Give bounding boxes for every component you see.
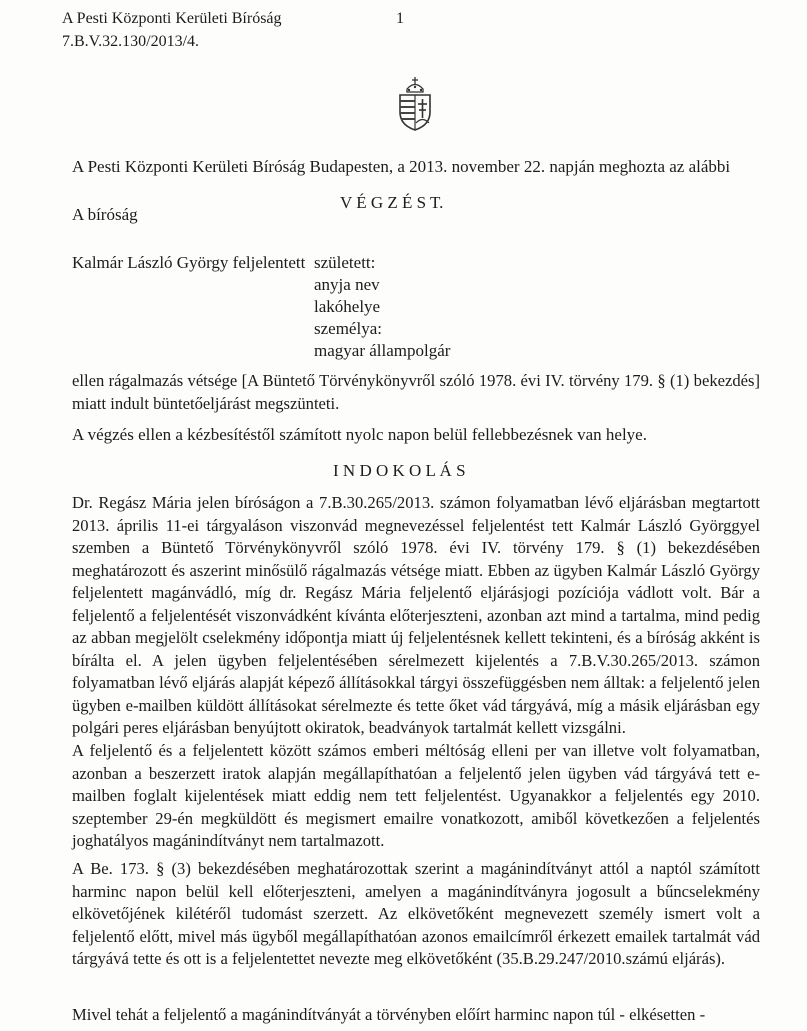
reasoning-paragraph: A feljelentő és a feljelentett között számos emberi méltóság elleni per van illetve volt folyamatban, azonban a beszerzett iratok alapján megállapíthatóan a feljelentő jelen ügyben vád tárgyává tett e-mailben foglalt kijelentések miatt eddig nem tett feljelentést. Ugyanakkor a feljelentés egy 2010. szeptember 29-én megküldött és megismert emailre vonatkozott, amiből következően a feljelentés joghatályos magánindítványt nem tartalmazott. [72,741,760,850]
header-court-name: A Pesti Központi Kerületi Bíróság [62,10,282,27]
decision-text: ellen rágalmazás vétsége [A Büntető Törvénykönyvről szóló 1978. évi IV. törvény 179. § (1) bekezdés] miatt indult büntetőeljárást megszünteti. [72,371,760,413]
accused-detail: született: [314,253,376,272]
reasoning-paragraph: Dr. Regász Mária jelen bíróságon a 7.B.30.265/2013. számon folyamatban lévő eljárásban megtartott 2013. április 11-ei tárgyaláson viszonvád megnevezéssel feljelentést tett Kalmár László Györggyel szemben a Büntető Törvénykönyvről szóló 1978. évi IV. törvény 179. § (1) bekezdésében meghatározott és aszerint minősülő rágalmazás vétsége miatt. Ebben az ügyben Kalmár László György feljelentett magánvádló, míg dr. Regász Mária feljelentő eljárásjogi pozíciója vádlott volt. Bár a feljelentő a feljelentését viszonvádként kívánta előterjeszteni, azonban azt mind a tartalma, mind pedig az abban megjelölt cselekmény időpontja miatt új feljelentésnek kellett tekinteni, és a bíróság akként is bírálta el. A jelen ügyben feljelentésében sérelmezett kijelentés a 7.B.V.30.265/2013. számon folyamatban lévő eljárás alapját képező állításokkal tárgyi összefüggésben nem álltak: a feljelentő jelen ügyben e-mailben küldött állításokat sérelmezte és tette őket vád tárgyává, míg a másik eljárásban egy polgári peres eljárásban benyújtott okiratok, beadványok tartalmát kellett vizsgálni. [72,493,760,737]
reasoning-paragraph: A Be. 173. § (3) bekezdésében meghatározottak szerint a magánindítványt attól a naptól számított harminc napon belül kell előterjeszteni, amelyen a magánindítványra jogosult a bűncselekmény elkövetőjének kilétéről tudomást szerzett. Az elkövetőként megnevezett személy ismert volt a feljelentő előtt, mivel más ügyből megállapíthatóan azonos emailcímről érkezett emailek tartalmát vád tárgyává tette és ott is a feljelentettet nevezte meg elkövetőként (35.B.29.247/2010.számú eljárás). [72,859,760,968]
accused-name: Kalmár László György feljelentett [72,253,306,272]
reasoning-title: I N D O K O L Á S [333,461,466,480]
accused-detail: anyja nev [314,275,380,294]
accused-detail: lakóhelye [314,297,381,316]
accused-detail: magyar állampolgár [314,341,451,360]
page-number: 1 [396,10,404,27]
hungarian-coat-of-arms-icon [394,72,436,134]
header-case-number: 7.B.V.32.130/2013/4. [62,33,200,50]
appeal-text: A végzés ellen a kézbesítéstől számított nyolc napon belül fellebbezésnek van helye. [72,425,647,444]
intro-line: A Pesti Központi Kerületi Bíróság Budapesten, a 2013. november 22. napján meghozta az alábbi [72,157,731,176]
reasoning-paragraph: Mivel tehát a feljelentő a magánindítványát a törvényben előírt harminc napon túl - elkésetten - [72,1005,706,1024]
accused-detail: személya: [314,319,382,338]
document-title: V É G Z É S T. [340,193,444,212]
court-label: A bíróság [72,205,138,224]
